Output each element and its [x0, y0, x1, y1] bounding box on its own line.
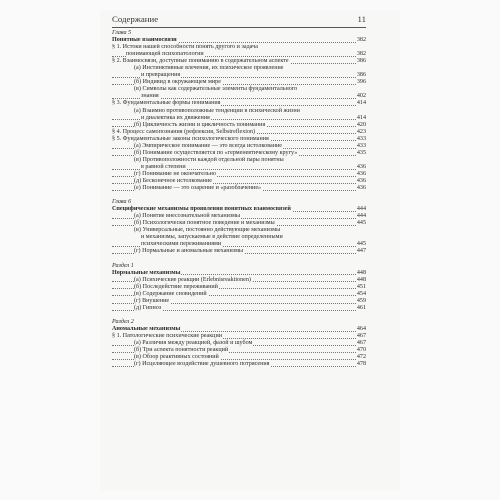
toc-entry-page: 461 [356, 304, 366, 311]
toc-entry-page: 447 [356, 248, 366, 255]
toc-entry-page: 435 [356, 149, 366, 156]
toc-entry-page: 382 [356, 37, 366, 44]
toc-entry-page: 436 [356, 177, 366, 184]
toc-entry-page: 444 [356, 213, 366, 220]
toc-entry [112, 115, 366, 122]
toc-entry-page: 433 [356, 135, 366, 142]
toc-entry [112, 277, 366, 284]
toc-entry-page: 454 [356, 290, 366, 297]
toc-entry [112, 122, 366, 129]
table-of-contents [112, 30, 366, 368]
toc-entry [112, 178, 366, 185]
toc-entry-page: 436 [356, 170, 366, 177]
toc-entry-page: 445 [356, 220, 366, 227]
toc-entry [112, 51, 366, 58]
toc-entry-title: (в) Символы как содержательные элементы фундаментального [134, 86, 298, 93]
toc-entry-page: 478 [356, 361, 366, 368]
toc-entry-title: (д) Бесконечное истолкование [134, 177, 212, 184]
toc-entry-page: 433 [356, 142, 366, 149]
toc-entry-title: Понятные взаимосвязи [112, 37, 177, 44]
toc-entry-page: 448 [356, 276, 366, 283]
toc-entry-page: 396 [356, 79, 366, 86]
toc-entry-title: Специфические механизмы проявления понятных взаимосвязей [112, 206, 291, 213]
toc-entry-title: (б) Понимание осуществляется по «герменевтическому кругу» [134, 149, 298, 156]
toc-entry-page: 445 [356, 241, 366, 248]
toc-entry-title: § 1. Истоки нашей способности понять другого и задача [112, 44, 258, 51]
toc-entry-title: (б) Три аспекта понятности реакций [134, 347, 229, 354]
toc-entry-title: (в) Универсальные, постоянно действующие механизмы [134, 227, 281, 234]
toc-entry-title: (в) Обзор реактивных состояний [134, 354, 219, 361]
toc-entry [112, 291, 366, 298]
toc-entry [112, 234, 366, 241]
toc-entry-page: 472 [356, 354, 366, 361]
toc-entry-page: 402 [356, 93, 366, 100]
toc-entry-title: (в) Содержание сновидений [134, 290, 207, 297]
toc-entry-title: Аномальные механизмы [112, 325, 181, 332]
toc-entry [112, 284, 366, 291]
toc-entry [112, 129, 366, 136]
toc-entry [112, 171, 366, 178]
toc-entry-title: (б) Цикличность жизни и цикличность понимания [134, 121, 266, 128]
toc-entry [112, 65, 366, 72]
toc-entry-page: 386 [356, 72, 366, 79]
toc-entry [112, 220, 366, 227]
toc-entry [112, 150, 366, 157]
toc-entry-title: § 5. Фундаментальные законы психологического понимания [112, 135, 269, 142]
toc-entry-page: 420 [356, 121, 366, 128]
toc-entry [112, 185, 366, 192]
toc-entry-page: 436 [356, 163, 366, 170]
toc-entry-title: (г) Понимание не окончательно [134, 170, 216, 177]
toc-entry-title: Глава 6 [112, 199, 132, 206]
toc-entry-title: психическими переживаниями [141, 241, 222, 248]
toc-entry-title: (б) Индивид в окружающем мире [134, 79, 221, 86]
toc-entry [112, 248, 366, 255]
toc-entry-title: (а) Понятие внесознательной механизмы [134, 213, 241, 220]
toc-entry-page: 470 [356, 347, 366, 354]
toc-entry [112, 298, 366, 305]
toc-entry-title: § 2. Взаимосвязи, доступные пониманию в содержательном аспекте [112, 58, 289, 65]
toc-entry [112, 333, 366, 340]
toc-entry-title: и диалектика их движения [141, 114, 210, 121]
toc-entry [112, 58, 366, 65]
toc-entry-title: (б) Психологически понятное поведение и механизмы [134, 220, 275, 227]
toc-entry-page: 451 [356, 283, 366, 290]
toc-entry-page: 467 [356, 340, 366, 347]
toc-entry [112, 136, 366, 143]
toc-entry-title: (г) Нормальные и аномальные механизмы [134, 248, 244, 255]
toc-entry [112, 305, 366, 312]
toc-entry-title: Нормальные механизмы [112, 269, 181, 276]
header-page-number: 11 [357, 14, 366, 24]
toc-entry-title: (а) Психические реакции (Erlebnisreaktionen) [134, 276, 251, 283]
toc-entry-title: § 4. Процесс самопознания (рефлексия, Selbstreflexion) [112, 128, 256, 135]
toc-entry [112, 319, 366, 326]
toc-entry [112, 108, 366, 115]
toc-entry-title: (а) Различия между реакцией, фазой и шубом [134, 340, 253, 347]
toc-entry-page: 382 [356, 51, 366, 58]
toc-entry-page: 414 [356, 114, 366, 121]
toc-entry-page: 436 [356, 185, 366, 192]
toc-entry [112, 270, 366, 277]
toc-entry-page: 444 [356, 206, 366, 213]
toc-entry-page: 414 [356, 100, 366, 107]
header-title: Содержание [112, 14, 159, 24]
toc-entry-title: (а) Инстинктивные влечения, их психическое проявление [134, 65, 284, 72]
toc-entry-title: Глава 5 [112, 30, 132, 36]
toc-entry [112, 30, 366, 37]
running-header [112, 14, 366, 28]
toc-entry-title: и превращения [141, 72, 181, 79]
toc-entry-title: (е) Понимание — это озарение и «разоблачение» [134, 185, 262, 192]
toc-entry-page: 459 [356, 297, 366, 304]
toc-entry [112, 263, 366, 270]
toc-entry-title: § 1. Патологические психические реакции [112, 333, 222, 340]
toc-entry-title: Раздел 2 [112, 318, 134, 325]
toc-entry-title: (а) Взаимно противоположные тенденции в психической жизни [134, 107, 300, 114]
toc-entry-title: (г) Исцеляющее воздействие душевного потрясения [134, 361, 270, 368]
toc-entry-title: (б) Последействие переживаний [134, 283, 218, 290]
toc-entry [112, 100, 366, 107]
toc-entry [112, 157, 366, 164]
toc-entry-title: (в) Противоположности каждой отдельной пары понятны [134, 156, 284, 163]
toc-entry-title: § 3. Фундаментальные формы понимания [112, 100, 221, 107]
toc-entry-title: в равной степени [141, 163, 186, 170]
toc-entry [112, 326, 366, 333]
toc-entry-title: Раздел 1 [112, 262, 134, 269]
toc-entry [112, 86, 366, 93]
toc-entry-title: знания [141, 93, 159, 100]
toc-entry-title: (д) Гипноз [134, 304, 162, 311]
toc-entry-page: 464 [356, 325, 366, 332]
toc-entry-page: 423 [356, 128, 366, 135]
toc-entry-title: (а) Эмпирическое понимание — это всегда истолкование [134, 142, 282, 149]
toc-entry-page: 448 [356, 269, 366, 276]
header-rule [112, 27, 366, 28]
toc-entry [112, 143, 366, 150]
toc-entry-page: 386 [356, 58, 366, 65]
toc-entry-title: (г) Внушение [134, 297, 170, 304]
toc-entry [112, 361, 366, 368]
toc-entry [112, 164, 366, 171]
toc-entry-title: понимающей психопатологии [126, 51, 204, 58]
toc-entry-page: 467 [356, 333, 366, 340]
toc-entry-title: и механизмы, запускаемые в действие определенными [141, 234, 283, 241]
